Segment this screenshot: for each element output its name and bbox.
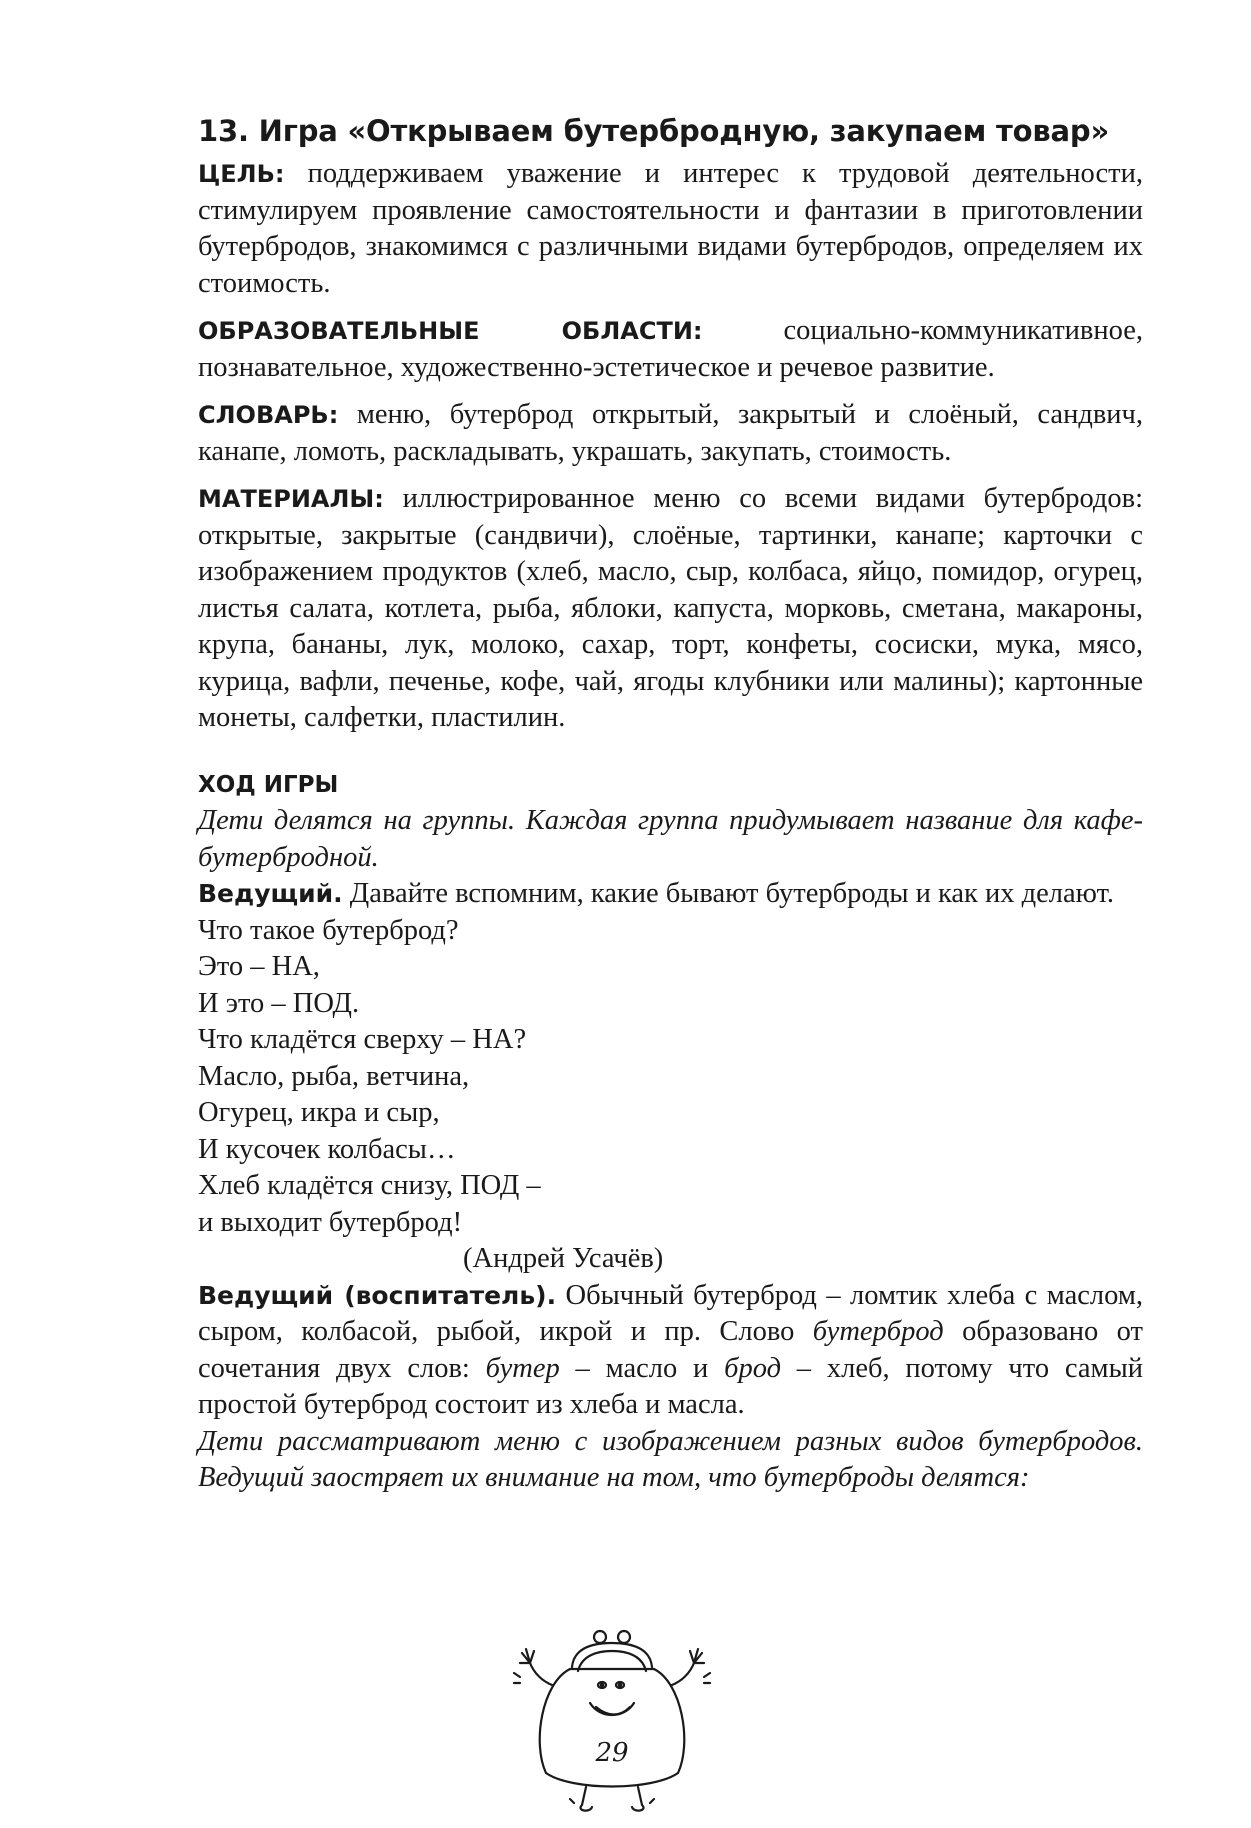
materials-label: МАТЕРИАЛЫ: <box>198 485 384 513</box>
intro-italic: Дети делятся на группы. Каждая группа придумывает название для кафе-бутербродной. <box>198 805 1143 873</box>
poem-line: и выходит бутерброд! <box>198 1206 463 1238</box>
host2-italic-3: брод <box>724 1352 781 1384</box>
vocab-paragraph <box>198 397 1143 470</box>
materials-paragraph <box>198 481 1143 737</box>
areas-text: социально-коммуникативное, познавательное, художественно-эстетическое и речевое развитие. <box>198 315 1143 383</box>
poem-line: Что такое бутерброд? <box>198 914 459 946</box>
areas-paragraph <box>198 313 1143 386</box>
poem-line: Огурец, икра и сыр, <box>198 1097 440 1128</box>
vocab-text: меню, бутерброд открытый, закрытый и слоёный, сандвич, канапе, ломоть, раскладывать, украшать, закупать, стоимость. <box>198 399 1143 467</box>
host2-text-1: Обычный бутерброд – ломтик хлеба с маслом, сыром, колбасой, рыбой, икрой и пр. Слово <box>198 1279 1144 1347</box>
poem-line: Хлеб кладётся снизу, ПОД – <box>198 1170 541 1201</box>
poem-author: (Андрей Усачёв) <box>463 1243 664 1274</box>
host1-text: Давайте вспомним, какие бывают бутерброды и как их делают. <box>342 878 1115 909</box>
progress-heading: ХОД ИГРЫ <box>198 771 339 798</box>
goal-label: ЦЕЛЬ: <box>198 160 285 188</box>
purse-illustration <box>512 1623 732 1823</box>
host2-text-3: – масло и <box>559 1352 725 1384</box>
poem-line: Это – НА, <box>198 951 320 982</box>
host2-text-2: образовано от сочетания двух слов: <box>198 1316 1143 1384</box>
host2-italic-1: бутерброд <box>812 1316 944 1347</box>
host2-italic-2: бутер <box>485 1352 560 1384</box>
poem <box>198 913 1143 1278</box>
purse-drawing <box>512 1623 732 1823</box>
poem-line: Что кладётся сверху – НА? <box>198 1024 527 1055</box>
game-title: 13. Игра «Открываем бутербродную, закупаем товар» <box>198 114 1109 148</box>
host2-text-4: – хлеб, потому что самый простой бутерброд состоит из хлеба и масла. <box>198 1352 1143 1420</box>
host1-paragraph <box>198 876 1143 913</box>
materials-text: иллюстрированное меню со всеми видами бутербродов: открытые, закрытые (сандвичи), слоёные, тартинки, канапе; карточки с изображением продуктов (хлеб, масло, сыр, колбаса, яйцо, помидор, огурец, листья салата, котлета, рыба, яблоки, капуста, морковь, сметана, макароны, крупа, бананы, лук, молоко, сахар, торт, конфеты, сосиски, мука, мясо, курица, вафли, печенье, кофе, чай, ягоды клубники или малины); картонные монеты, салфетки, пластилин. <box>198 483 1143 733</box>
closing-italic: Дети рассматривают меню с изображением разных видов бутербродов. Ведущий заостряет их внимание на том, что бутерброды делятся: <box>198 1425 1143 1493</box>
host2-speaker: Ведущий (воспитатель). <box>198 1280 557 1310</box>
page-number: 29 <box>595 1738 629 1768</box>
poem-line: Масло, рыба, ветчина, <box>198 1060 470 1092</box>
host1-speaker: Ведущий. <box>198 879 343 908</box>
goal-paragraph <box>198 156 1143 302</box>
poem-line: И кусочек колбасы… <box>198 1133 456 1165</box>
areas-label: ОБРАЗОВАТЕЛЬНЫЕ ОБЛАСТИ: <box>198 317 703 345</box>
goal-text: поддерживаем уважение и интерес к трудовой деятельности, стимулируем проявление самостоятельности и фантазии в приготовлении бутербродов, знакомимся с различными видами бутербродов, определяем их стоимость. <box>198 158 1143 299</box>
vocab-label: СЛОВАРЬ: <box>198 401 339 429</box>
page-content <box>198 112 1143 1497</box>
host2-paragraph <box>198 1278 1143 1424</box>
poem-line: И это – ПОД. <box>198 987 360 1019</box>
